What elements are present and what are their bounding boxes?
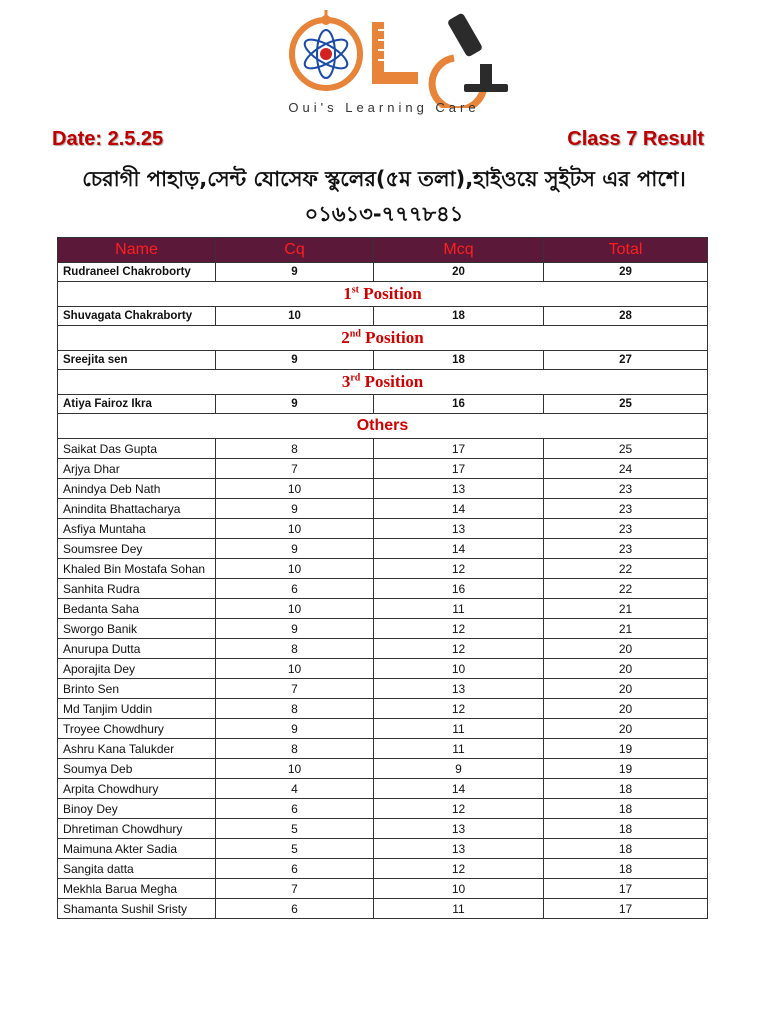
cq-score: 6 — [216, 799, 374, 819]
cq-score: 7 — [216, 879, 374, 899]
cq-score: 10 — [216, 307, 374, 326]
total-score: 23 — [544, 519, 708, 539]
total-score: 22 — [544, 579, 708, 599]
table-row — [58, 739, 708, 759]
student-name: Anindita Bhattacharya — [58, 499, 216, 519]
table-row — [58, 519, 708, 539]
cq-score: 6 — [216, 859, 374, 879]
position-row — [58, 282, 708, 307]
total-score: 25 — [544, 439, 708, 459]
student-name: Arpita Chowdhury — [58, 779, 216, 799]
table-row — [58, 479, 708, 499]
total-score: 29 — [544, 263, 708, 282]
cq-score: 10 — [216, 559, 374, 579]
cq-score: 9 — [216, 719, 374, 739]
table-row — [58, 759, 708, 779]
table-row — [58, 879, 708, 899]
student-name: Bedanta Saha — [58, 599, 216, 619]
table-row — [58, 859, 708, 879]
table-row — [58, 579, 708, 599]
total-score: 27 — [544, 351, 708, 370]
student-name: Dhretiman Chowdhury — [58, 819, 216, 839]
student-name: Maimuna Akter Sadia — [58, 839, 216, 859]
cq-score: 10 — [216, 659, 374, 679]
position-row — [58, 326, 708, 351]
table-row — [58, 307, 708, 326]
total-score: 22 — [544, 559, 708, 579]
student-name: Aporajita Dey — [58, 659, 216, 679]
cq-score: 6 — [216, 579, 374, 599]
table-row — [58, 819, 708, 839]
table-row — [58, 779, 708, 799]
total-score: 28 — [544, 307, 708, 326]
others-row — [58, 414, 708, 439]
student-name: Sanhita Rudra — [58, 579, 216, 599]
mcq-score: 12 — [374, 639, 544, 659]
table-row — [58, 459, 708, 479]
mcq-score: 13 — [374, 519, 544, 539]
table-row — [58, 899, 708, 919]
mcq-score: 17 — [374, 459, 544, 479]
total-score: 23 — [544, 499, 708, 519]
column-header-total: Total — [544, 238, 708, 263]
total-score: 18 — [544, 779, 708, 799]
table-row — [58, 619, 708, 639]
position-label: 1st Position — [58, 282, 708, 307]
mcq-score: 9 — [374, 759, 544, 779]
total-score: 18 — [544, 839, 708, 859]
total-score: 18 — [544, 799, 708, 819]
total-score: 18 — [544, 859, 708, 879]
student-name: Anurupa Dutta — [58, 639, 216, 659]
table-row — [58, 439, 708, 459]
total-score: 21 — [544, 619, 708, 639]
student-name: Sreejita sen — [58, 351, 216, 370]
student-name: Sworgo Banik — [58, 619, 216, 639]
student-name: Ashru Kana Talukder — [58, 739, 216, 759]
total-score: 20 — [544, 679, 708, 699]
cq-score: 9 — [216, 395, 374, 414]
cq-score: 10 — [216, 599, 374, 619]
mcq-score: 12 — [374, 619, 544, 639]
cq-score: 5 — [216, 819, 374, 839]
cq-score: 6 — [216, 899, 374, 919]
mcq-score: 13 — [374, 839, 544, 859]
cq-score: 9 — [216, 499, 374, 519]
student-name: Arjya Dhar — [58, 459, 216, 479]
mcq-score: 14 — [374, 539, 544, 559]
mcq-score: 10 — [374, 659, 544, 679]
table-row — [58, 639, 708, 659]
mcq-score: 14 — [374, 499, 544, 519]
cq-score: 10 — [216, 479, 374, 499]
student-name: Shuvagata Chakraborty — [58, 307, 216, 326]
column-header-cq: Cq — [216, 238, 374, 263]
phone-number: ০১৬১৩-৭৭৭৮৪১ — [304, 202, 464, 226]
mcq-score: 11 — [374, 899, 544, 919]
total-score: 20 — [544, 699, 708, 719]
mcq-score: 10 — [374, 879, 544, 899]
total-score: 20 — [544, 719, 708, 739]
mcq-score: 14 — [374, 779, 544, 799]
table-row — [58, 499, 708, 519]
student-name: Soumya Deb — [58, 759, 216, 779]
cq-score: 8 — [216, 699, 374, 719]
cq-score: 5 — [216, 839, 374, 859]
cq-score: 4 — [216, 779, 374, 799]
student-name: Atiya Fairoz Ikra — [58, 395, 216, 414]
mcq-score: 11 — [374, 599, 544, 619]
position-label: 2nd Position — [58, 326, 708, 351]
cq-score: 9 — [216, 619, 374, 639]
student-name: Md Tanjim Uddin — [58, 699, 216, 719]
table-row — [58, 659, 708, 679]
table-row — [58, 719, 708, 739]
cq-score: 10 — [216, 519, 374, 539]
total-score: 17 — [544, 899, 708, 919]
others-label: Others — [58, 414, 708, 439]
cq-score: 7 — [216, 459, 374, 479]
mcq-score: 16 — [374, 395, 544, 414]
total-score: 20 — [544, 659, 708, 679]
mcq-score: 12 — [374, 799, 544, 819]
cq-score: 8 — [216, 439, 374, 459]
student-name: Binoy Dey — [58, 799, 216, 819]
class-result-title: Class 7 Result — [567, 128, 704, 150]
position-row — [58, 370, 708, 395]
cq-score: 9 — [216, 539, 374, 559]
table-row — [58, 263, 708, 282]
mcq-score: 18 — [374, 351, 544, 370]
olc-logo-graphic — [284, 8, 514, 108]
student-name: Troyee Chowdhury — [58, 719, 216, 739]
mcq-score: 13 — [374, 679, 544, 699]
address-line: চেরাগী পাহাড়,সেন্ট যোসেফ স্কুলের(৫ম তলা),হাইওয়ে সুইটস এর পাশে। — [82, 167, 686, 191]
mcq-score: 18 — [374, 307, 544, 326]
mcq-score: 17 — [374, 439, 544, 459]
cq-score: 10 — [216, 759, 374, 779]
student-name: Khaled Bin Mostafa Sohan — [58, 559, 216, 579]
student-name: Shamanta Sushil Sristy — [58, 899, 216, 919]
student-name: Saikat Das Gupta — [58, 439, 216, 459]
brand-tagline: Oui's Learning Care — [288, 100, 480, 115]
table-row — [58, 799, 708, 819]
others-list — [58, 439, 708, 919]
table-row — [58, 559, 708, 579]
mcq-score: 12 — [374, 559, 544, 579]
total-score: 23 — [544, 479, 708, 499]
table-row — [58, 839, 708, 859]
total-score: 20 — [544, 639, 708, 659]
student-name: Rudraneel Chakroborty — [58, 263, 216, 282]
cq-score: 8 — [216, 739, 374, 759]
total-score: 23 — [544, 539, 708, 559]
student-name: Anindya Deb Nath — [58, 479, 216, 499]
student-name: Asfiya Muntaha — [58, 519, 216, 539]
cq-score: 9 — [216, 263, 374, 282]
table-row — [58, 699, 708, 719]
table-header-row — [58, 238, 708, 263]
total-score: 17 — [544, 879, 708, 899]
mcq-score: 12 — [374, 699, 544, 719]
total-score: 19 — [544, 739, 708, 759]
table-row — [58, 679, 708, 699]
student-name: Brinto Sen — [58, 679, 216, 699]
student-name: Mekhla Barua Megha — [58, 879, 216, 899]
total-score: 19 — [544, 759, 708, 779]
mcq-score: 16 — [374, 579, 544, 599]
total-score: 21 — [544, 599, 708, 619]
mcq-score: 11 — [374, 739, 544, 759]
mcq-score: 13 — [374, 479, 544, 499]
mcq-score: 12 — [374, 859, 544, 879]
total-score: 18 — [544, 819, 708, 839]
cq-score: 9 — [216, 351, 374, 370]
student-name: Sangita datta — [58, 859, 216, 879]
cq-score: 8 — [216, 639, 374, 659]
mcq-score: 20 — [374, 263, 544, 282]
table-row — [58, 599, 708, 619]
total-score: 25 — [544, 395, 708, 414]
position-label: 3rd Position — [58, 370, 708, 395]
cq-score: 7 — [216, 679, 374, 699]
total-score: 24 — [544, 459, 708, 479]
student-name: Soumsree Dey — [58, 539, 216, 559]
mcq-score: 13 — [374, 819, 544, 839]
column-header-mcq: Mcq — [374, 238, 544, 263]
table-row — [58, 351, 708, 370]
column-header-name: Name — [58, 238, 216, 263]
mcq-score: 11 — [374, 719, 544, 739]
results-table — [57, 237, 708, 919]
table-row — [58, 539, 708, 559]
table-row — [58, 395, 708, 414]
exam-date: Date: 2.5.25 — [52, 128, 164, 150]
